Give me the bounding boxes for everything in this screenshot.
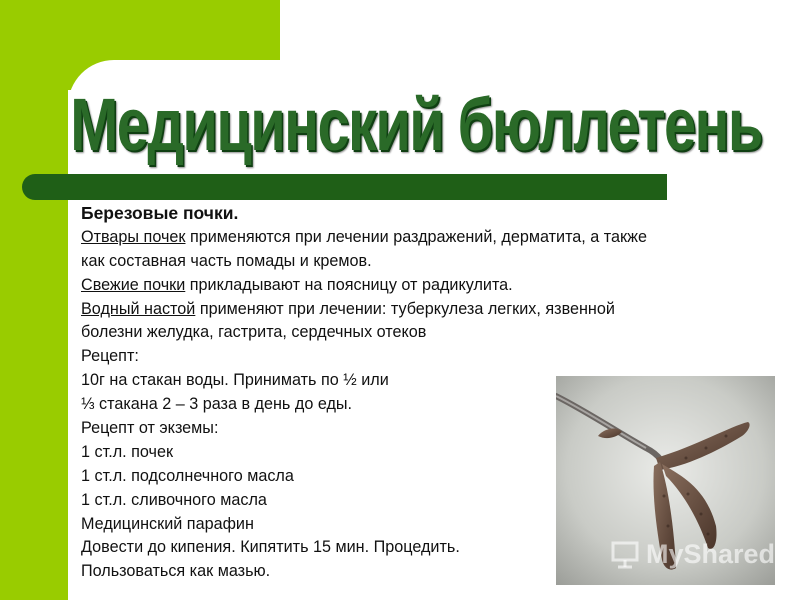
title-underline-bar bbox=[22, 174, 667, 200]
presentation-icon bbox=[610, 539, 640, 569]
recipe-line: Довести до кипения. Кипятить 15 мин. Процедить. bbox=[81, 538, 460, 557]
recipe-line: Пользоваться как мазью. bbox=[81, 562, 271, 581]
ingredient-line: 1 ст.л. подсолнечного масла bbox=[81, 466, 294, 485]
recipe-line: 10г на стакан воды. Принимать по ½ или bbox=[81, 371, 389, 390]
watermark bbox=[610, 538, 775, 570]
text-line bbox=[81, 226, 791, 250]
text-fragment: применяют при лечении: туберкулеза легких, язвенной bbox=[195, 299, 615, 318]
watermark-text: MyShared bbox=[646, 538, 776, 569]
article-heading: Березовые почки. bbox=[81, 203, 239, 223]
text-fragment: прикладывают на поясницу от радикулита. bbox=[185, 275, 513, 294]
recipe-heading: Рецепт от экземы: bbox=[81, 419, 219, 438]
underlined-term: Свежие почки bbox=[81, 275, 186, 294]
text-line bbox=[81, 298, 791, 322]
ingredient-line: 1 ст.л. сливочного масла bbox=[81, 490, 267, 509]
text-line bbox=[81, 274, 791, 298]
underlined-term: Отвары почек bbox=[81, 227, 186, 246]
ingredient-line: 1 ст.л. почек bbox=[81, 442, 174, 461]
text-line bbox=[81, 250, 791, 274]
text-line bbox=[81, 321, 791, 345]
recipe-heading: Рецепт: bbox=[81, 347, 139, 366]
text-fragment: болезни желудка, гастрита, сердечных отеков bbox=[81, 323, 427, 342]
green-side-band bbox=[0, 0, 68, 600]
recipe-line: ⅓ стакана 2 – 3 раза в день до еды. bbox=[81, 395, 353, 414]
text-fragment: применяются при лечении раздражений, дерматита, а также bbox=[185, 227, 647, 246]
page-title: Медицинский бюллетень bbox=[70, 82, 762, 166]
ingredient-line: Медицинский парафин bbox=[81, 514, 254, 533]
text-fragment: как составная часть помады и кремов. bbox=[81, 251, 372, 270]
underlined-term: Водный настой bbox=[81, 299, 196, 318]
